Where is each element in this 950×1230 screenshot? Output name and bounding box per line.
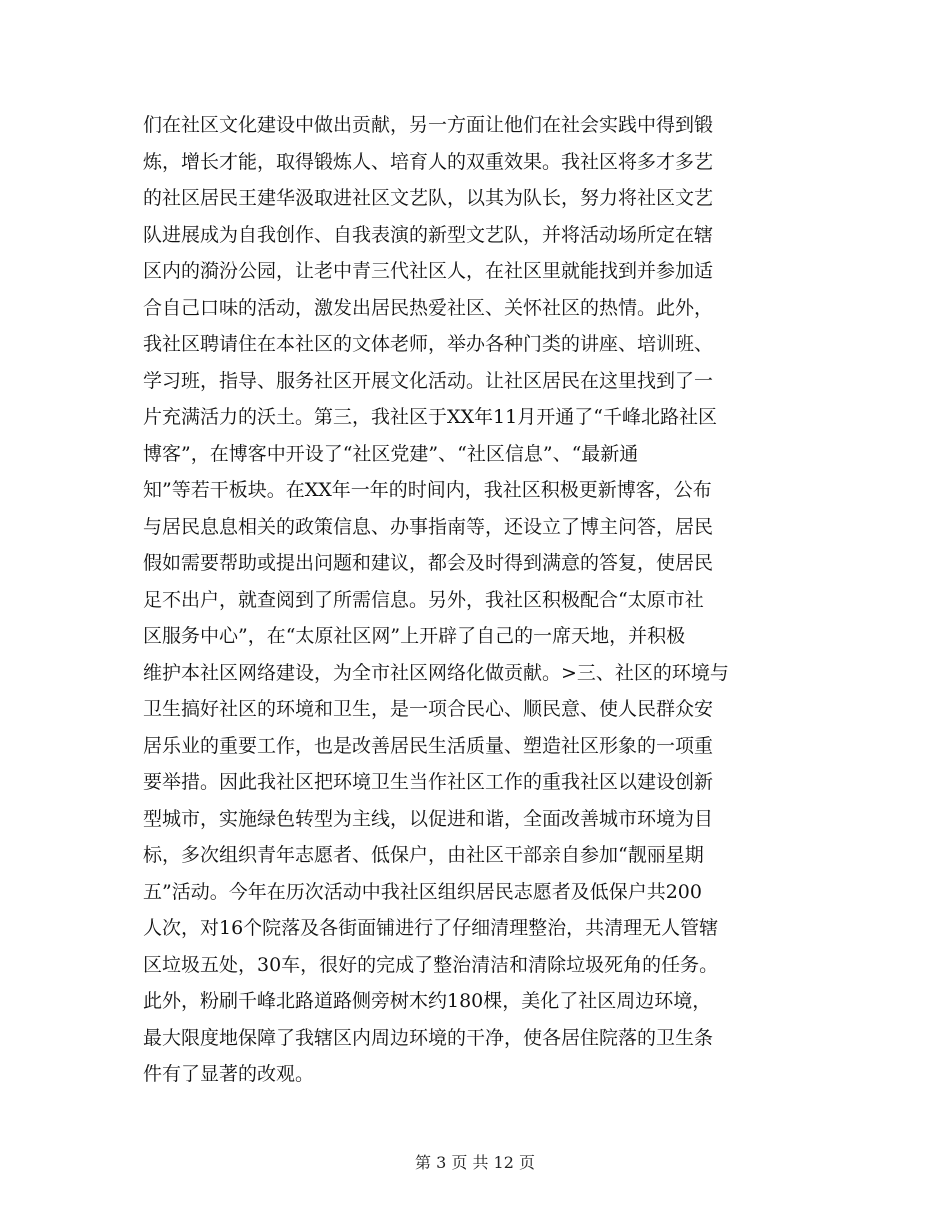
body-text-line: 五”活动。今年在历次活动中我社区组织居民志愿者及低保户共200 — [143, 880, 702, 903]
body-text-line: 博客”，在博客中开设了“社区党建”、“社区信息”、“最新通 — [143, 442, 639, 465]
body-text-line: 与居民息息相关的政策信息、办事指南等，还设立了博主问答，居民 — [143, 515, 714, 538]
body-text-line: 我社区聘请住在本社区的文体老师，举办各种门类的讲座、培训班、 — [143, 333, 714, 355]
body-text-line: 合自己口味的活动，激发出居民热爱社区、关怀社区的热情。此外， — [143, 296, 714, 319]
body-text-line: 区内的漪汾公园，让老中青三代社区人，在社区里就能找到并参加适 — [143, 260, 714, 282]
body-text-line: 知”等若干板块。在XX年一年的时间内，我社区积极更新博客，公布 — [143, 479, 712, 501]
body-text-line: 炼，增长才能，取得锻炼人、培育人的双重效果。我社区将多才多艺 — [143, 150, 714, 173]
document-body — [143, 107, 833, 1093]
body-text-line: 假如需要帮助或提出问题和建议，都会及时得到满意的答复，使居民 — [143, 552, 714, 574]
body-text-line: 区服务中心”，在“太原社区网”上开辟了自己的一席天地，并积极 — [143, 625, 686, 647]
body-text-line: 片充满活力的沃土。第三，我社区于XX年11月开通了“千峰北路社区 — [143, 406, 717, 428]
body-text-line: 要举措。因此我社区把环境卫生当作社区工作的重我社区以建设创新 — [143, 771, 714, 793]
body-text-line: 足不出户，就查阅到了所需信息。另外，我社区积极配合“太原市社 — [143, 588, 704, 611]
body-text-line: 标，多次组织青年志愿者、低保户，由社区干部亲自参加“靓丽星期 — [143, 844, 704, 866]
body-text-line: 最大限度地保障了我辖区内周边环境的干净，使各居住院落的卫生条 — [143, 1026, 714, 1049]
body-text-line: 们在社区文化建设中做出贡献，另一方面让他们在社会实践中得到锻 — [143, 114, 714, 136]
body-text-line: 居乐业的重要工作，也是改善居民生活质量、塑造社区形象的一项重 — [143, 734, 714, 757]
body-text-line: 的社区居民王建华汲取进社区文艺队，以其为队长，努力将社区文艺 — [143, 187, 714, 209]
body-text-line: 学习班，指导、服务社区开展文化活动。让社区居民在这里找到了一 — [143, 369, 714, 392]
body-text-line: 型城市，实施绿色转型为主线，以促进和谐，全面改善城市环境为目 — [143, 807, 714, 830]
body-text-line: 区垃圾五处，30车，很好的完成了整治清洁和清除垃圾死角的任务。 — [143, 953, 719, 976]
body-text-line: 件有了显著的改观。 — [143, 1063, 315, 1085]
body-text-line: 队进展成为自我创作、自我表演的新型文艺队，并将活动场所定在辖 — [143, 223, 714, 246]
body-text-line: 人次，对16个院落及各街面铺进行了仔细清理整治，共清理无人管辖 — [143, 917, 719, 939]
body-text-line: 此外，粉刷千峰北路道路侧旁树木约180棵，美化了社区周边环境， — [143, 990, 712, 1012]
body-text-line: 卫生搞好社区的环境和卫生，是一项合民心、顺民意、使人民群众安 — [143, 698, 714, 720]
page-footer: 第 3 页 共 12 页 — [415, 1153, 535, 1172]
body-text-line: 维护本社区网络建设，为全市社区网络化做贡献。>三、社区的环境与 — [143, 661, 729, 684]
